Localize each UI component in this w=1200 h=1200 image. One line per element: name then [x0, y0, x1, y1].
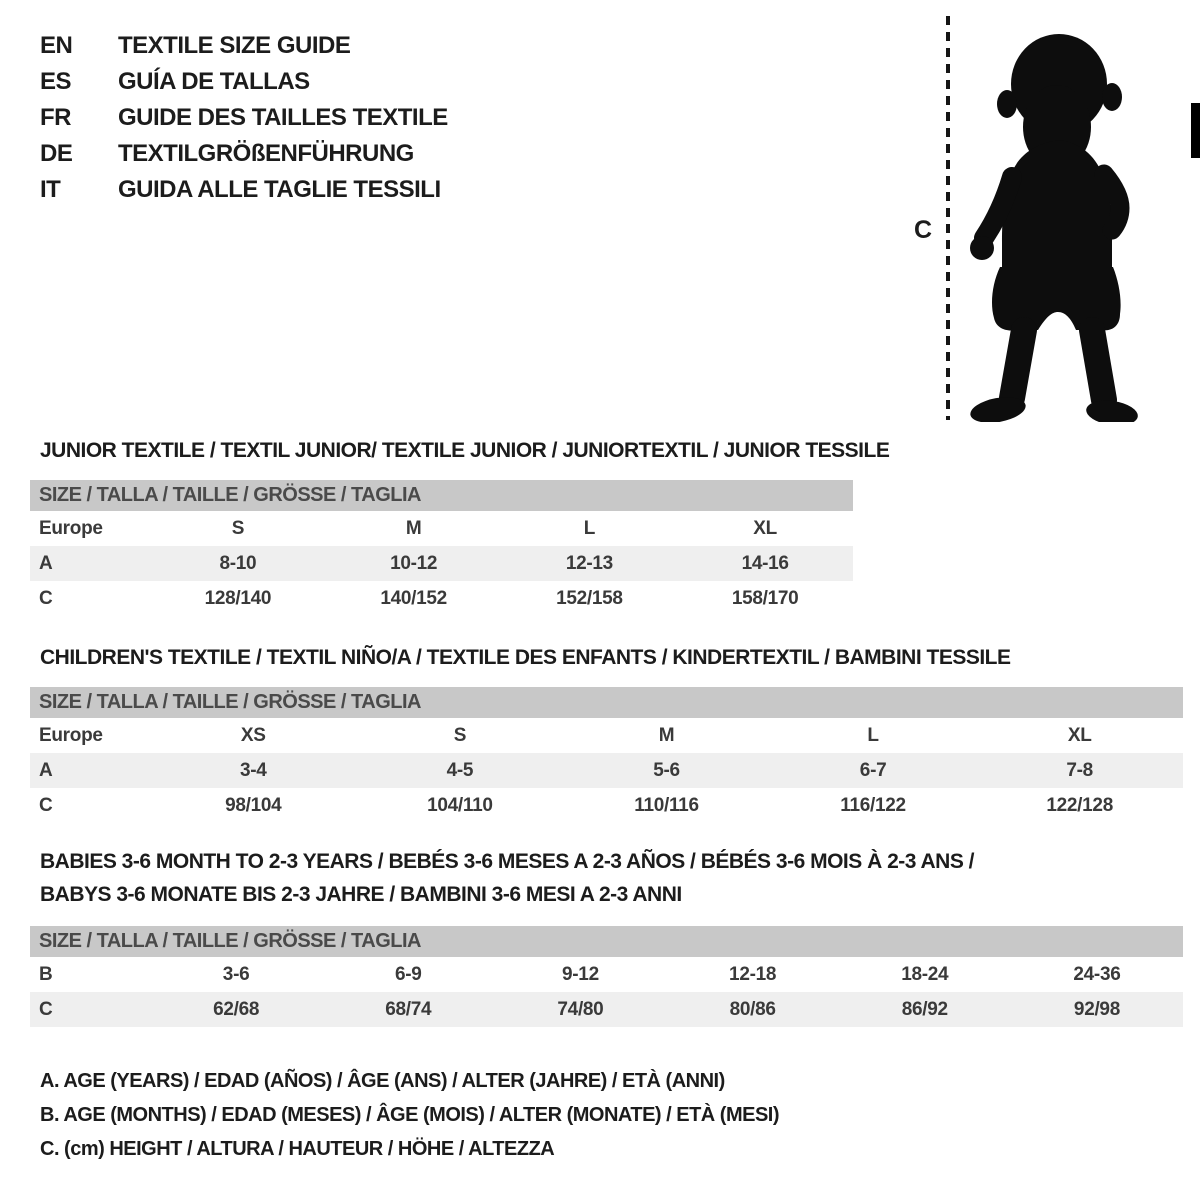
table-cell: 18-24 — [901, 964, 949, 985]
table-cell: 7-8 — [1066, 760, 1093, 781]
section-title: JUNIOR TEXTILE / TEXTIL JUNIOR/ TEXTILE JUNIOR / JUNIORTEXTIL / JUNIOR TESSILE — [40, 439, 890, 462]
table-cell: XL — [1067, 725, 1092, 746]
table-cell: 6-7 — [859, 760, 887, 781]
table-cell: 62/68 — [213, 999, 260, 1020]
table-cell: 122/128 — [1046, 795, 1113, 816]
table-cell: XL — [753, 518, 777, 539]
language-row — [40, 28, 448, 64]
table-cell: 116/122 — [840, 795, 906, 816]
table-cell: 98/104 — [225, 795, 282, 816]
table-row — [30, 992, 1183, 1027]
row-label: B — [39, 964, 53, 985]
row-label: A — [39, 553, 53, 574]
table-cell: 9-12 — [562, 964, 599, 985]
table-cell: 68/74 — [385, 999, 432, 1020]
legend-line: C. (cm) HEIGHT / ALTURA / HAUTEUR / HÖHE / ALTEZZA — [40, 1138, 555, 1160]
table-cell: 158/170 — [731, 588, 799, 609]
language-title: TEXTILGRÖßENFÜHRUNG — [118, 140, 414, 167]
row-label: C — [39, 999, 53, 1020]
size-header-bar: SIZE / TALLA / TAILLE / GRÖSSE / TAGLIA — [30, 926, 1183, 957]
table-cell: 14-16 — [741, 553, 789, 574]
table-cell: M — [658, 725, 675, 746]
language-title-list — [40, 28, 448, 208]
table-cell: 80/86 — [729, 999, 776, 1020]
size-header-bar: SIZE / TALLA / TAILLE / GRÖSSE / TAGLIA — [30, 480, 853, 511]
row-label: A — [39, 760, 53, 781]
table-cell: 92/98 — [1073, 999, 1120, 1020]
table-cell: 104/110 — [427, 795, 493, 816]
table-row — [30, 957, 1183, 992]
table-cell: 6-9 — [394, 964, 422, 985]
table-cell: 86/92 — [901, 999, 948, 1020]
table-cell: 3-6 — [222, 964, 250, 985]
language-row — [40, 172, 448, 208]
table-row — [30, 788, 1183, 823]
right-edge-artifact — [1191, 103, 1200, 158]
table-cell: L — [867, 725, 879, 746]
table-cell: 3-4 — [240, 760, 267, 781]
table-cell: 12-13 — [565, 553, 613, 574]
row-label: Europe — [39, 518, 103, 539]
table-cell: 5-6 — [653, 760, 680, 781]
toddler-silhouette-icon — [962, 12, 1146, 422]
table-cell: 140/152 — [380, 588, 447, 609]
table-row — [30, 718, 1183, 753]
size-table-section-junior — [30, 434, 890, 616]
size-header-bar: SIZE / TALLA / TAILLE / GRÖSSE / TAGLIA — [30, 687, 1183, 718]
table-cell: 4-5 — [446, 760, 474, 781]
language-code: IT — [40, 176, 61, 203]
table-row — [30, 753, 1183, 788]
language-code: FR — [40, 104, 71, 131]
legend-line: B. AGE (MONTHS) / EDAD (MESES) / ÂGE (MOIS) / ALTER (MONATE) / ETÀ (MESI) — [40, 1104, 780, 1126]
size-table-section-children — [30, 641, 1183, 823]
language-title: GUIDA ALLE TAGLIE TESSILI — [118, 176, 441, 203]
language-row — [40, 136, 448, 172]
table-row — [30, 511, 853, 546]
row-label: Europe — [39, 725, 103, 746]
table-cell: 12-18 — [729, 964, 777, 985]
legend — [40, 1064, 779, 1166]
table-cell: 110/116 — [634, 795, 699, 816]
table-cell: 10-12 — [390, 553, 438, 574]
table-cell: S — [231, 518, 245, 539]
language-code: DE — [40, 140, 73, 167]
height-measure-label: C — [914, 216, 933, 244]
language-row — [40, 100, 448, 136]
language-title: GUÍA DE TALLAS — [118, 68, 310, 95]
section-title: CHILDREN'S TEXTILE / TEXTIL NIÑO/A / TEXTILE DES ENFANTS / KINDERTEXTIL / BAMBINI TESSILE — [40, 646, 1011, 669]
language-code: EN — [40, 32, 73, 59]
language-title: GUIDE DES TAILLES TEXTILE — [118, 104, 448, 131]
row-label: C — [39, 588, 53, 609]
table-cell: 74/80 — [557, 999, 604, 1020]
table-cell: S — [453, 725, 467, 746]
table-cell: 128/140 — [204, 588, 272, 609]
table-cell: L — [583, 518, 596, 539]
language-row — [40, 64, 448, 100]
row-label: C — [39, 795, 53, 816]
table-cell: 8-10 — [219, 553, 257, 574]
table-cell: M — [405, 518, 422, 539]
table-cell: 152/158 — [556, 588, 623, 609]
language-title: TEXTILE SIZE GUIDE — [118, 32, 351, 59]
size-table-section-babies — [30, 845, 1183, 1027]
table-cell: 24-36 — [1073, 964, 1121, 985]
table-row — [30, 546, 853, 581]
height-dashed-line — [946, 16, 950, 420]
table-row — [30, 581, 853, 616]
table-cell: XS — [240, 725, 266, 746]
language-code: ES — [40, 68, 72, 95]
section-title: BABYS 3-6 MONATE BIS 2-3 JAHRE / BAMBINI 3-6 MESI A 2-3 ANNI — [40, 883, 682, 906]
legend-line: A. AGE (YEARS) / EDAD (AÑOS) / ÂGE (ANS) / ALTER (JAHRE) / ETÀ (ANNI) — [40, 1070, 725, 1092]
section-title: BABIES 3-6 MONTH TO 2-3 YEARS / BEBÉS 3-6 MESES A 2-3 AÑOS / BÉBÉS 3-6 MOIS À 2-3 ANS / — [40, 850, 975, 873]
